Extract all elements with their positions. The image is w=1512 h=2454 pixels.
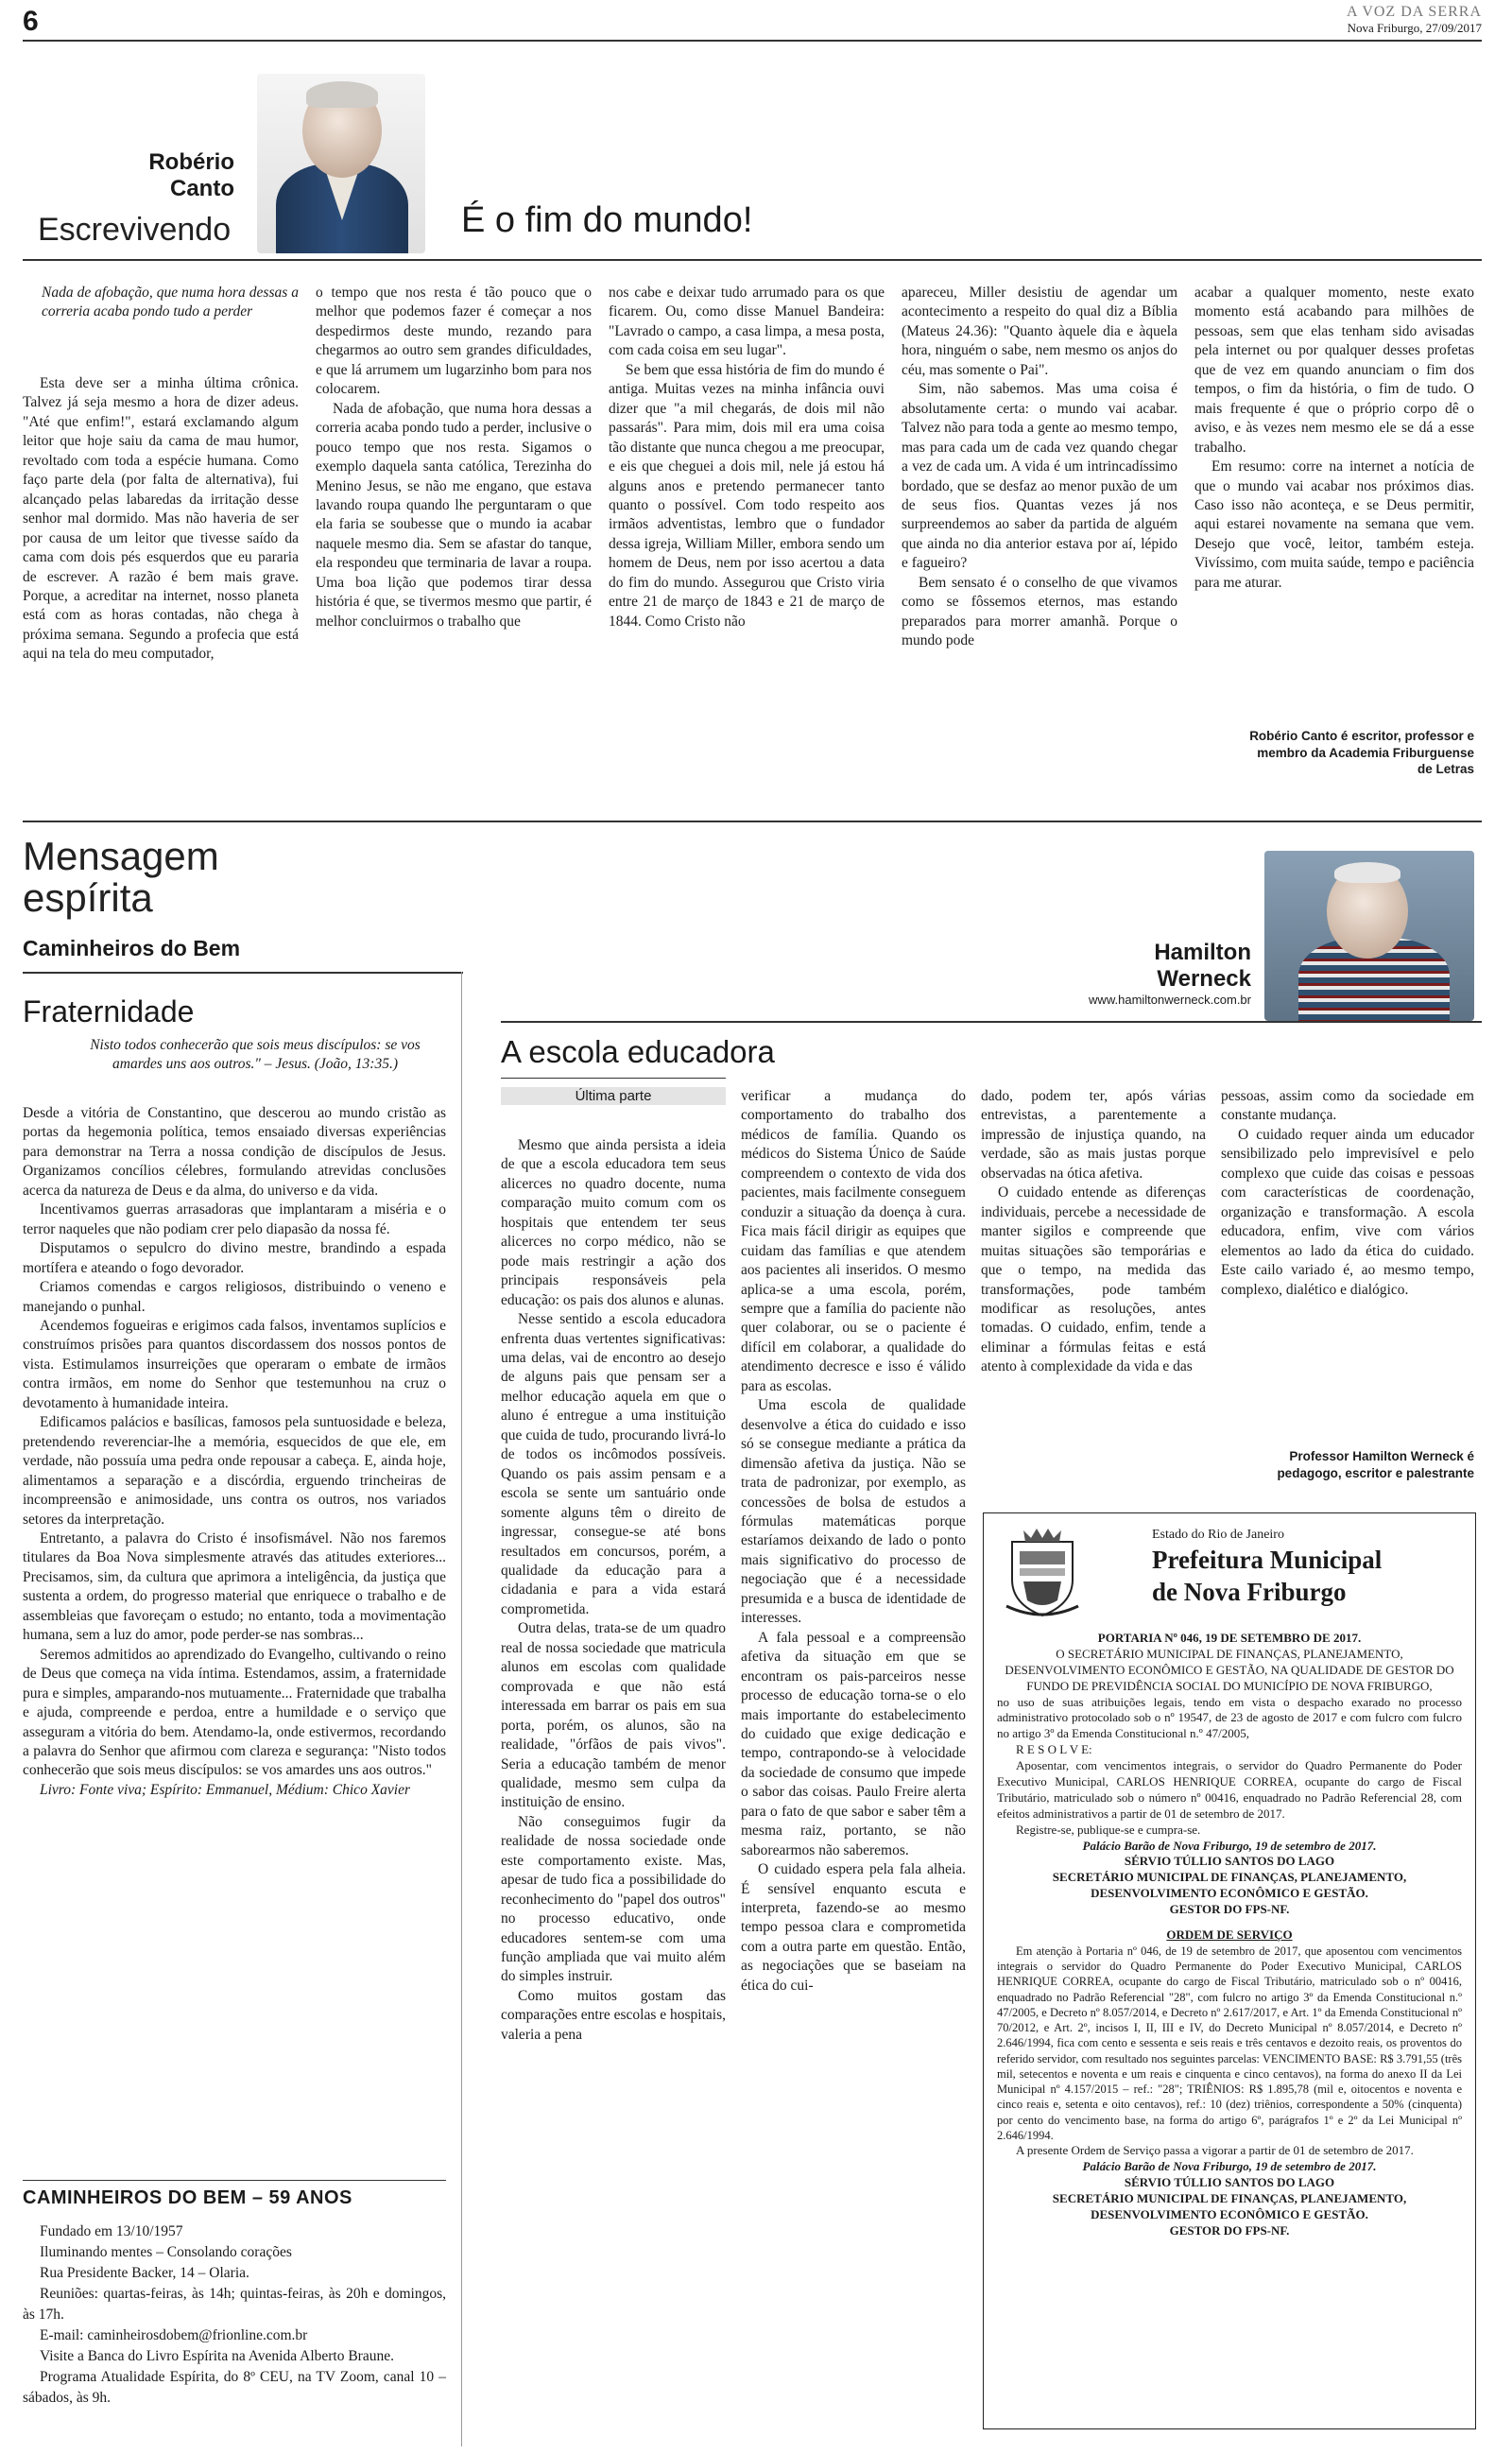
title-rule xyxy=(501,1021,1482,1023)
resolve-label: R E S O L V E: xyxy=(1016,1742,1092,1757)
author-photo xyxy=(257,74,425,253)
paragraph: nos cabe e deixar tudo arrumado para os que ficarem. Ou, como disse Manuel Bandeira: "Lavrado o campo, a casa limpa, a mesa posta, com cada coisa em seu lugar". xyxy=(609,285,885,359)
paragraph: O cuidado espera pela fala alheia. É sensível enquanto escuta e interpreta, fazendo-se ao mesmo tempo pessoa clara e comprometida com a outra parte em questão. Então, as negociações que se baseiam na ética do cui- xyxy=(741,1861,966,1994)
epigraph: Nisto todos conhecerão que sois meus discípulos: se vos amardes uns aos outros." – Jesus. (João, 13:35.) xyxy=(90,1037,421,1073)
public-notice xyxy=(983,1512,1476,2429)
info-line: Visite a Banca do Livro Espírita na Avenida Alberto Braune. xyxy=(40,2348,394,2364)
paragraph: Criamos comendas e cargos religiosos, distribuindo o veneno e manejando o punhal. xyxy=(23,1279,446,1315)
title-underline xyxy=(501,1078,726,1079)
date-line: Nova Friburgo, 27/09/2017 xyxy=(1347,21,1482,35)
column1-col-c xyxy=(609,284,885,631)
column3-col-d xyxy=(1221,1087,1474,1300)
portaria-text: Aposentar, com vencimentos integrais, o servidor do Quadro Permanente do Poder Executivo Municipal, CARLOS HENRIQUE CORREA, ocupante do cargo de Fiscal Tributário, matriculado sob o número nº 00416, enquadrado no Padrão Referencial 28, com efeitos administrativos a partir de 01 de setembro de 2017. xyxy=(997,1758,1462,1821)
lead-paragraph: Nada de afobação, que numa hora dessas a correria acaba pondo tudo a perder xyxy=(42,285,299,320)
paragraph: Não conseguimos fugir da realidade de nossa sociedade onde este comportamento existe. Mas, apesar de tudo fica a possibilidade do reconhecimento do "papel dos outros" no processo educativo, onde educadores sentem-se com uma função ampliada que vai muito além do simples instruir. xyxy=(501,1813,726,1985)
paragraph: Nada de afobação, que numa hora dessas a correria acaba pondo tudo a perder, inclusive o pouco tempo que nos resta. Sigamos o exemplo daquela santa católica, Terezinha do Menino Jesus, se não me engano, que estava lavando roupa quando lhe perguntaram o que ela faria se soubesse que o mundo ia acabar naquele mesmo dia. Sem se afastar do tanque, ela respondeu que terminaria de lavar a roupa. Uma boa lição que podemos tirar dessa história é que, se tivermos mesmo que partir, é melhor concluirmos o trabalho que xyxy=(316,400,592,630)
column3-col-c xyxy=(981,1087,1206,1377)
paragraph: Desde a vitória de Constantino, que descerou ao mundo cristão as portas da hegemonia política, temos ensaiado diversas experiências para demonstrar na Terra a nossa condição de discípulos de Jesus. Organizamos concílios célebres, formulando atrevidas conclusões acerca da natureza de Deus e da alma, do universo e da vida. xyxy=(23,1105,446,1199)
paragraph: Como muitos gostam das comparações entre escolas e hospitais, valeria a pena xyxy=(501,1987,727,2043)
article-title: Fraternidade xyxy=(23,994,195,1028)
ordem-title: ORDEM DE SERVIÇO xyxy=(1166,1927,1293,1943)
subsection-rule xyxy=(23,972,463,974)
portaria-intro: O SECRETÁRIO MUNICIPAL DE FINANÇAS, PLANEJAMENTO, DESENVOLVIMENTO ECONÔMICO E GESTÃO, NA QUALIDADE DE GESTOR DO FUNDO DE PREVIDÊNCIA SOCIAL DO MUNICÍPIO DE NOVA FRIBURGO, xyxy=(1005,1646,1454,1693)
register-line: Registre-se, publique-se e cumpra-se. xyxy=(1016,1822,1201,1837)
ordem-text: Em atenção à Portaria nº 046, de 19 de setembro de 2017, que aposentou com vencimentos integrais o servidor do Quadro Permanente do Poder Executivo Municipal, CARLOS HENRIQUE CORREA, ocupante do cargo de Fiscal Tributário, matriculado sob o nº 00416, enquadrado no Padrão Referencial "28", com fulcro no artigo 3º da Emenda Constitucional n.º 47/2005, e Decreto nº 8.057/2014, e Decreto nº 2.617/2017, e Art. 1º da Emenda Constitucional nº 70/2012, e Art. 2º, incisos I, II, III e IV, do Decreto Municipal nº 8.057/2014, e Decreto nº 2.646/1994, fica com cento e sessenta e seis reais e três centavos e dezoito reais, os proventos do referido servidor, com resultado nos seguintes parcelas: VENCIMENTO BASE: R$ 3.791,55 (três mil, setecentos e noventa e um reais e cinquenta e cinco centavos), na forma do anexo II da Lei Municipal nº 4.157/2015 – ref.: "28"; TRIÊNIOS: R$ 1.895,78 (mil e, oitocentos e noventa e cinco reais e, setenta e oito centavos), ref.: 10 (dez) triênios, correspondente a 50% (cinquenta) por cento do vencimento base, na forma do artigo 6º, parágrafos 1º e 2º da Lei Municipal nº 2.646/1994. xyxy=(997,1944,1462,2142)
author-last-name: Canto xyxy=(170,175,234,201)
author-photo xyxy=(1264,851,1474,1021)
info-line: Fundado em 13/10/1957 xyxy=(40,2223,183,2239)
author-bio: Robério Canto é escritor, professor e membro da Academia Friburguense de Letras xyxy=(1249,729,1474,777)
signatory-name: SÉRVIO TÚLLIO SANTOS DO LAGO xyxy=(1124,2174,1335,2189)
signatory-role: DESENVOLVIMENTO ECONÔMICO E GESTÃO. xyxy=(1091,1886,1368,1901)
section-title xyxy=(23,836,219,919)
paragraph: dado, podem ter, após várias entrevistas, a parentemente a impressão de injustiça quando, na verdade, são as mais justas porque observadas na ótica afetiva. xyxy=(981,1088,1206,1182)
column2-text xyxy=(23,1104,446,1800)
paragraph: Esta deve ser a minha última crônica. Talvez já seja mesmo a hora de dizer adeus. "Até que enfim!", estará exclamando algum leitor que hoje saiu da cama de mau humor, revoltado com toda a espécie humana. Como faço parte dela (por falta de alternativa), fui alcançado pelas labaredas da irritação desse senhor mal dormido. Mas não haveria de ser por causa de um leitor que tivesse saído da cama com dois pés esquerdos que eu pararia de escrever. A razão é bem mais grave. Porque, a acreditar na internet, nosso planeta está com as horas contadas, não chega à próxima semana. Segundo a profecia que está aqui na tela do meu computador, xyxy=(23,375,299,663)
article-title: A escola educadora xyxy=(501,1034,775,1069)
box-title: CAMINHEIROS DO BEM – 59 ANOS xyxy=(23,2187,352,2208)
signature-place-date: Palácio Barão de Nova Friburgo, 19 de setembro de 2017. xyxy=(1082,2159,1377,2174)
column3-col-a xyxy=(501,1136,726,2045)
prefecture-name-line1: Prefeitura Municipal xyxy=(1152,1546,1383,1574)
coat-of-arms-icon xyxy=(1003,1525,1082,1619)
column1-col-b xyxy=(316,284,592,631)
paragraph: o tempo que nos resta é tão pouco que o melhor que podemos fazer é começar a nos despedirmos deste mundo, rezando para chegarmos ao outro sem grandes dificuldades, e que lá arrumem um lugarzinho bom para nos colocarem. xyxy=(316,285,592,398)
signatory-role: DESENVOLVIMENTO ECONÔMICO E GESTÃO. xyxy=(1091,2206,1368,2221)
signatory-role: SECRETÁRIO MUNICIPAL DE FINANÇAS, PLANEJAMENTO, xyxy=(1052,1870,1407,1885)
signatory-role: GESTOR DO FPS-NF. xyxy=(1169,1902,1290,1917)
author-bio: Professor Hamilton Werneck é pedagogo, escritor e palestrante xyxy=(1277,1449,1474,1480)
paragraph: Mesmo que ainda persista a ideia de que a escola educadora tem seus alicerces no quadro docente, numa comparação muito comum com os hospitais que entendem ter seus alicerces no corpo médico, não se pode mais restringir a ação dos principais responsáveis pela educação: os pais dos alunos e alunas. xyxy=(501,1137,726,1308)
paragraph: pessoas, assim como da sociedade em constante mudança. xyxy=(1221,1088,1474,1124)
paragraph: Incentivamos guerras arrasadoras que implantaram a miséria e o terror naqueles que não podiam crer pelo diapasão da nossa fé. xyxy=(23,1201,446,1237)
paragraph: O cuidado requer ainda um educador sensibilizado pelo imprevisível e pelo complexo que cuide das coisas e pessoas com características de coordenação, organização e transformação. A escola educadora, enfim, vive com vários elementos ao lado da ética do cuidado. Este cailo variado é, ao mesmo tempo, complexo, dialético e dialógico. xyxy=(1221,1126,1474,1298)
paragraph: Entretanto, a palavra do Cristo é insofismável. Não nos faremos titulares da Boa Nova simplesmente através das atitudes exteriores... Precisamos, sim, da cultura que aprimora a inteligência, da justiça que sustenta a ordem, do progresso material que enriquece o trabalho e de assembleias que favoreçam o estudo; no entanto, toda a movimentação humana, sem a luz do amor, pode perder-se nas sombras... xyxy=(23,1529,446,1644)
info-line: Rua Presidente Backer, 14 – Olaria. xyxy=(40,2265,249,2281)
email-line: E-mail: caminheirosdobem@frionline.com.br xyxy=(40,2327,308,2343)
box-rule xyxy=(23,2180,446,2181)
column1-col-a xyxy=(23,374,299,665)
paragraph: verificar a mudança do comportamento do trabalho dos médicos de família. Quando os médicos do Sistema Único de Saúde compreendem o contexto de vida dos pacientes, mais facilmente conseguem conduzir a situação da doença à cura. Fica mais fácil dirigir as equipes que cuidam das famílias e que atendem aos pacientes ali inseridos. O mesmo aplica-se a uma escola, porém, sempre que a família do paciente não quer colaborar, ou se o paciente é difícil em colaborar, a qualidade do atendimento decresce e isso é válido para as escolas. xyxy=(741,1088,966,1394)
website-link[interactable]: www.hamiltonwerneck.com.br xyxy=(1089,993,1251,1007)
section-title-line2: espírita xyxy=(23,875,153,921)
column3-col-b xyxy=(741,1087,966,1996)
author-name xyxy=(94,149,234,201)
section-rule xyxy=(23,821,1482,822)
signatory-role: SECRETÁRIO MUNICIPAL DE FINANÇAS, PLANEJAMENTO, xyxy=(1052,2190,1407,2205)
paragraph: Se bem que essa história de fim do mundo é antiga. Muitas vezes na minha infância ouvi dizer que "a mil chegarás, de dois mil não passarás". Para mim, dois mil era uma coisa tão distante que nunca chegou a me preocupar, e eis que cheguei a dois mil, nele já estou há alguns anos e pretendo permanecer tanto quanto o possível. Com todo respeito aos irmãos adventistas, lembro que o fundador dessa igreja, William Miller, embora sendo um homem de Deus, nem por isso acertou a data do fim do mundo. Assegurou que Cristo viria entre 21 de março de 1843 e 21 de março de 1844. Como Cristo não xyxy=(609,361,885,630)
prefecture-name-line2: de Nova Friburgo xyxy=(1152,1578,1347,1606)
info-line: Iluminando mentes – Consolando corações xyxy=(40,2244,292,2260)
article-title: É o fim do mundo! xyxy=(461,200,753,240)
source-credit: Livro: Fonte viva; Espírito: Emmanuel, Médium: Chico Xavier xyxy=(40,1781,411,1798)
signature-place-date: Palácio Barão de Nova Friburgo, 19 de setembro de 2017. xyxy=(1082,1838,1377,1853)
paragraph: Acendemos fogueiras e erigimos cada falsos, inventamos suplícios e construímos prisões para quantos discordassem dos nossos pontos de vista. Estimulamos insurreições que operaram o embate de irmãos contra irmãos, em nome do Senhor que testemunhou na cruz o devotamento à humanidade inteira. xyxy=(23,1317,446,1411)
paragraph: A fala pessoal e a compreensão afetiva da situação em que se encontram os pais-parceiros nesse processo de educação torna-se o elo mais importante do estabelecimento do cuidado que exige dedicação e tempo, contrapondo-se à velocidade da sociedade de consumo que impede o sabor das coisas. Paulo Freire alerta para o fato de que sabor e saber têm a mesma raiz, portanto, se não saborearmos não saberemos. xyxy=(741,1629,966,1858)
paragraph: O cuidado entende as diferenças individuais, percebe a necessidade de manter sigilos e compreende que muitas situações são temporárias e que o tempo, na medida das transformações, pode também modificar as resoluções, antes tomadas. O cuidado, enfim, tende a eliminar a fórmulas feitas e está atento à complexidade da vida e das xyxy=(981,1184,1206,1375)
paragraph: Bem sensato é o conselho de que vivamos como se fôssemos eternos, mas estando preparados para morrer amanhã. Porque o mundo pode xyxy=(902,574,1177,649)
portaria-title: PORTARIA Nº 046, 19 DE SETEMBRO DE 2017. xyxy=(1097,1631,1362,1645)
paragraph: Uma escola de qualidade desenvolve a ética do cuidado e isso só se consegue mediante a prática da dimensão afetiva da justiça. Não se trata de padronizar, por exemplo, as concessões de bolsa de estudos a fórmulas matemáticas porque estaríamos deixando de lado o ponto mais significativo do processo de negociação que é a necessidade presumida e a busca de identidade de interesses. xyxy=(741,1397,966,1627)
author-first-name: Robério xyxy=(148,149,234,175)
title-rule xyxy=(23,259,1482,261)
column1-col-d xyxy=(902,284,1177,651)
vertical-divider xyxy=(461,972,462,2446)
paragraph: Edificamos palácios e basílicas, famosos pela suntuosidade e beleza, pretendendo reverenciar-lhe a memória, esquecidos de que ele, em verdade, não possuía uma pedra onde repousar a cabeça. E, ainda hoje, alimentamos a separação e a discórdia, erguendo trincheiras de incompreensão e animosidade, uns contra os outros, nos variados setores da interpretação. xyxy=(23,1414,446,1528)
ordem-effect: A presente Ordem de Serviço passa a vigorar a partir de 01 de setembro de 2017. xyxy=(1016,2143,1414,2158)
newspaper-name: A VOZ DA SERRA xyxy=(1346,4,1482,20)
section-title-line1: Mensagem xyxy=(23,834,219,878)
info-line: Reuniões: quartas-feiras, às 14h; quintas-feiras, às 20h e domingos, às 17h. xyxy=(23,2286,446,2323)
kicker-label: Última parte xyxy=(501,1087,726,1105)
lead-text xyxy=(42,284,299,322)
paragraph: Nesse sentido a escola educadora enfrenta duas vertentes significativas: uma delas, vai de encontro ao desejo de alguns pais que pensam ser a melhor educação aquela em que o aluno é entregue a uma instituição que cuida de tudo, procurando livrá-lo de todos os incômodos possíveis. Quando os pais assim pensam e a escola se sente um santuário onde somente alguns têm o direito de ingressar, consegue-se até bons resultados em concursos, porém, a qualidade da educação para a cidadania e para a vida estará comprometida. xyxy=(501,1311,726,1617)
column-name: Escrevivendo xyxy=(38,212,232,248)
info-line: Programa Atualidade Espírita, do 8º CEU, na TV Zoom, canal 10 – sábados, às 9h. xyxy=(23,2369,446,2406)
paragraph: Disputamos o sepulcro do divino mestre, brandindo a espada mortífera e ateando o fogo devorador. xyxy=(23,1240,446,1276)
paragraph: apareceu, Miller desistiu de agendar um acontecimento a respeito do qual diz a Bíblia (Mateus 24.36): "Quanto àquele dia e àquela hora, ninguém o sabe, nem mesmo os anjos do céu, mas somente o Pai". xyxy=(902,285,1177,378)
state-name: Estado do Rio de Janeiro xyxy=(1152,1528,1284,1542)
author-first-name: Hamilton xyxy=(1154,940,1251,965)
paragraph: Outra delas, trata-se de um quadro real de nossa sociedade que matricula alunos em escolas com qualidade comprovada e que não está interessada em barrar os pais em sua porta, porém, os alunos, são na realidade, "órfãos de pais vivos". Seria a educação também de menor qualidade, mesmo sem culpa da instituição de ensino. xyxy=(501,1620,726,1811)
column1-col-e xyxy=(1194,284,1474,593)
author-name xyxy=(1087,940,1251,992)
paragraph: Seremos admitidos ao aprendizado do Evangelho, cultivando o reino de Deus que começa na vida íntima. Estendamos, assim, a fraternidade pura e simples, amparando-nos mutuamente... Fraternidade que trabalha e ajuda, compreende e perdoa, entre a humildade e o serviço que asseguram a vitória do bem. Atendamo-la, onde estivermos, recordando a palavra do Senhor que afirmou com clareza e segurança: "Nisto todos conhecerão que sois meus discípulos: se vos amardes uns aos outros." xyxy=(23,1646,446,1779)
paragraph: acabar a qualquer momento, neste exato momento está acabando para milhões de pessoas, sem que elas tenham sido avisadas pela internet ou por qualquer desses profetas que de vez em quando anunciam o fim dos tempos, o fim da história, o fim de tudo. O mais frequente é que o próprio corpo dê o aviso, e às vezes nem mesmo ele se dá a esse trabalho. xyxy=(1194,285,1474,456)
subsection-title: Caminheiros do Bem xyxy=(23,936,241,960)
page-number: 6 xyxy=(23,6,39,37)
portaria-body: no uso de suas atribuições legais, tendo em vista o despacho exarado no processo administrativo protocolado sob o nº 19547, de 23 de agosto de 2017 e com fulcro com fulcro no artigo 3º da Emenda Constitucional n.º 47/2005, xyxy=(997,1694,1462,1741)
paragraph: Sim, não sabemos. Mas uma coisa é absolutamente certa: o mundo vai acabar. Talvez não para toda a gente ao mesmo tempo, mas para cada um de cada vez quando chegar a vez de cada um. A vida é um intrincadíssimo bordado, que se desfaz ao menor puxão de um de seus fios. Quantas vezes já nos surpreendemos ao saber da partida de alguém que ainda no dia anterior estava por aí, lépido e fagueiro? xyxy=(902,381,1177,572)
signatory-role: GESTOR DO FPS-NF. xyxy=(1169,2222,1290,2238)
signatory-name: SÉRVIO TÚLLIO SANTOS DO LAGO xyxy=(1124,1854,1335,1869)
paragraph: Em resumo: corre na internet a notícia de que o mundo vai acabar nos próximos dias. Caso isso não aconteça, e se Deus permitir, aqui estarei novamente na semana que vem. Desejo que você, leitor, também esteja. Vivíssimo, com muita saúde, tempo e paciência para me aturar. xyxy=(1194,458,1474,591)
author-last-name: Werneck xyxy=(1157,965,1251,992)
header-rule xyxy=(23,40,1482,42)
info-box xyxy=(23,2221,446,2409)
